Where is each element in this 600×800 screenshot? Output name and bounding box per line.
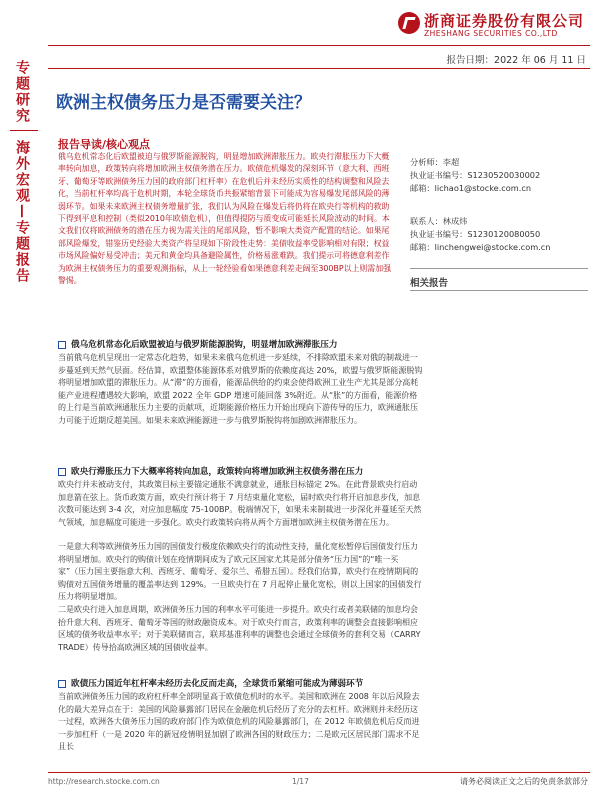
section-heading-1: 俄乌危机常态化后欧盟被迫与俄罗斯能源脱钩，明显增加欧洲滞胀压力 [58, 339, 424, 352]
brand-name-cn: 浙商证券股份有限公司 [424, 12, 585, 30]
related-divider-2 [410, 290, 588, 291]
contact-name: 联系人：林成炜 [410, 216, 468, 226]
header-divider-2 [48, 68, 590, 69]
guide-title: 报告导读/核心观点 [58, 138, 151, 151]
section-bullet-icon [58, 680, 66, 688]
analyst-cert: 执业证书编号：S1230520030002 [410, 170, 541, 180]
company-logo-icon [398, 12, 420, 34]
section-paragraph: 一是意大利等欧洲债务压力国的国债发行极度依赖欧央行的流动性支持，量化宽松暂停后国债发行压力将明显增加。欧央行的购债计划在疫情期间成为了欧元区国家尤其是部分债务“压力国”的“唯一买家”（压力国主要指意大利、西班牙、葡萄牙、爱尔兰、希腊五国）。经我们估算，欧央行在疫情期间的购债对五国债务增量的覆盖率达到 129%。一旦欧央行在 7 月起停止量化宽松，则以上国家的国债发行压力将明显增加。 [58, 542, 422, 601]
header-divider [48, 45, 590, 46]
report-title: 欧洲主权债务压力是否需要关注？ [56, 93, 311, 113]
footer-divider [48, 772, 590, 773]
disclaimer-note: 请务必阅读正文之后的免责条款部分 [460, 777, 588, 786]
report-subcategory: 海外宏观—专题报告 [14, 140, 30, 284]
section-paragraph: 当前欧洲债务压力国的政府杠杆率全部明显高于欧债危机时的水平。美国和欧洲在 2008 年以后风险去化的最大差异点在于：美国的风险暴露部门居民在金融危机后经历了充分的去杠杆。欧洲则并未经历这一过程，欧洲各大债务压力国的政府部门作为欧债危机的风险暴露部门，在 2012 年欧债危机后反而进一步加杠杆（一是 2020 年的新冠疫情明显加剧了欧洲各国的财政压力；二是欧元区居民部门需求不足且长 [58, 692, 420, 751]
report-category: 专题研究 [14, 60, 30, 124]
section-paragraph: 二是欧央行进入加息周期，欧洲债务压力国的利率水平可能进一步提升。欧央行或者美联储的加息均会抬升意大利、西班牙、葡萄牙等国的财政融资成本。对于欧央行而言，政策利率的调整会直接影响相应区域的债务收益率水平；对于美联储而言，联邦基准利率的调整也会通过全球债务的套利交易（CARRY TRADE）传导拾高欧洲区域的国债收益率。 [58, 605, 421, 652]
vertical-divider [10, 130, 38, 131]
section-paragraph: 欧央行并未被动支付，其政策目标主要锚定通胀不满意就业，通胀目标锚定 2%。在此背景欧央行启动加息箭在弦上。货币政策方面，欧央行预计将于 7 月结束量化宽松，届时欧央行将开启加息步伐，加息次数可能达到 3-4 次，对应加息幅度 75-100BP。税端情况下，如果未来制裁进一步深化并蔓延至天然气领域，加息幅度可能进一步强化。欧央行政策转向将从两个方面增加欧洲主权债务潜在压力。 [58, 480, 422, 527]
report-date: 报告日期：2022 年 06 月 11 日 [446, 55, 586, 66]
abstract-text: 俄乌危机常态化后欧盟被迫与俄罗斯能源脱钩，明显增加欧洲滞胀压力。欧央行滞胀压力下大概率转向加息，政策转向将增加欧洲主权债务潜在压力。欧债危机爆发的深刻环节（意大利、西班牙、葡萄牙等欧洲债务压力国的政府部门杠杆率）在危机后并未经历实质性的结构调整和风险去化，当前杠杆率均高于危机时期，本轮全球货币共振紧缩背景下可能成为容易爆发尾部风险的薄弱环节。如果未来欧洲主权债务增量扩张，我们认为风险在爆发后将仍将在欧央行等机构的救助下得到平息和控制（类似2010年欧债危机），但值得提防与质变成可能延长风险波动的时间。本文我们仅将欧洲债务的潜在压力视为需关注的尾部风险，暂不影响大类资产配置的结论。如果尾部风险爆发，错鉴历史经验大类资产将呈现如下阶段性走势：美债收益率受影响相对有限；权益市场风险偏好易受冲击；美元和黄金均具备避险属性，价格易涨难跌。我们提示可将德意利差作为欧洲主权债务压力的重要观测指标，从上一轮经验看如果德意利差走阔至300BP以上则需加强警惕。 [58, 152, 391, 286]
related-divider [410, 268, 588, 269]
section-bullet-icon [58, 341, 66, 349]
section-heading-2: 欧央行滞胀压力下大概率将转向加息，政策转向将增加欧洲主权债务潜在压力 [58, 466, 424, 479]
section-bullet-icon [58, 468, 66, 476]
page-number: 1/17 [292, 777, 309, 786]
analyst-email[interactable]: 邮箱：lichao1@stocke.com.cn [410, 183, 532, 193]
analyst-name: 分析师：李超 [410, 157, 460, 167]
section-heading-3: 欧债压力国近年杠杆率未经历去化反而走高，全球货币紧缩可能成为薄弱环节 [58, 678, 424, 691]
related-reports-title: 相关报告 [410, 278, 449, 289]
contact-email[interactable]: 邮箱：linchengwei@stocke.com.cn [410, 242, 551, 252]
contact-cert: 执业证书编号：S1230120080050 [410, 229, 541, 239]
section-paragraph: 当前俄乌危机呈现出一定常态化趋势，如果未来俄乌危机进一步延续，不排除欧盟未来对俄的制裁进一步蔓延到天然气层面。经估算，欧盟整体能源体系对俄罗斯的依赖度高达 20%，欧盟与俄罗斯能源脱钩将明显增加欧盟的滞胀压力。从“滞”的方面看，能源品供给的约束会使得欧洲工业生产尤其是部分高耗能产业进程遭遇较大影响，欧盟 2022 全年 GDP 增速可能回落 3%附近。从“胀”的方面看，能源价格的上行是当前欧洲通胀压力主要的贡献项，近期能源价格压力开始出现向下游传导的压力，欧洲通胀压力可能于近期反超美国。如果未来欧洲能源进一步与俄罗斯脱钩将加剧欧洲滞胀压力。 [58, 353, 423, 425]
footer-url-link[interactable]: http://research.stocke.com.cn [48, 777, 160, 786]
brand-name-en: ZHESHANG SECURITIES CO.,LTD [424, 29, 558, 38]
